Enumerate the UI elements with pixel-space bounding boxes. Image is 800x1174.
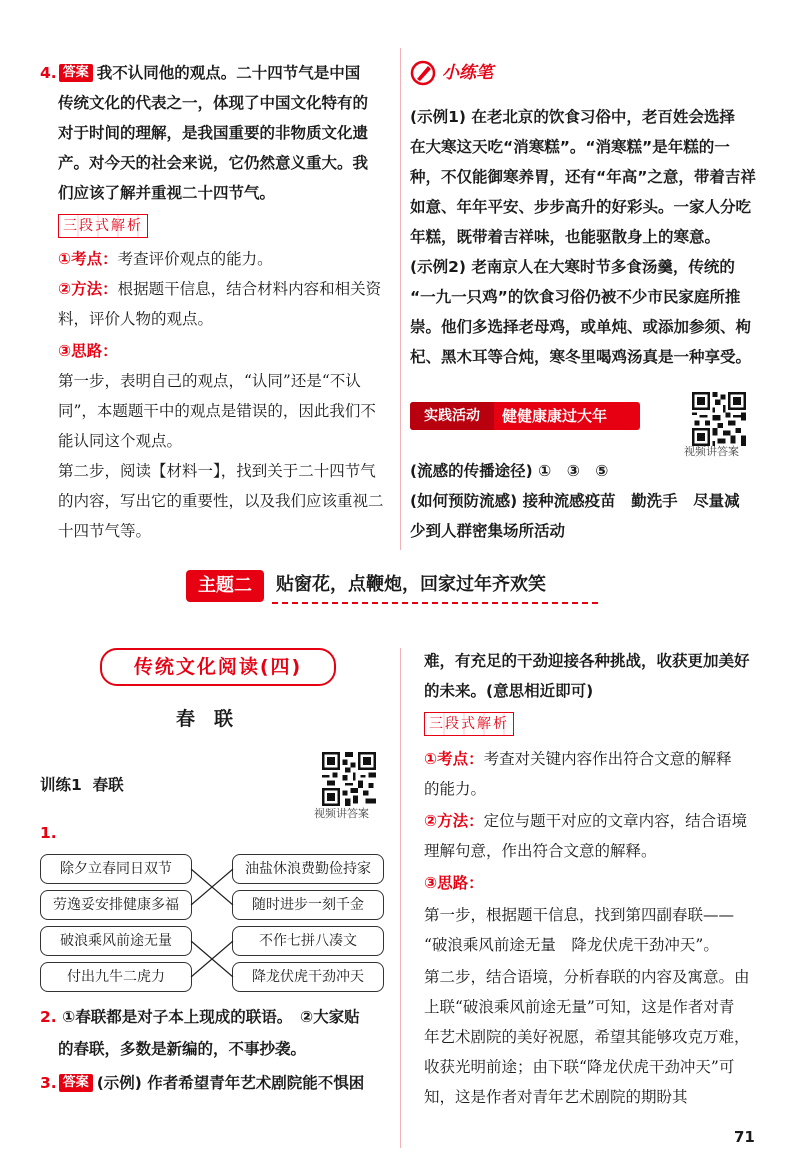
qr-code-icon-bottom[interactable]	[322, 752, 376, 806]
training-label: 训练1	[40, 776, 82, 794]
match-left-0: 除夕立春同日双节	[40, 854, 192, 884]
article-title: 春 联	[176, 708, 234, 730]
pen-icon	[410, 60, 438, 86]
example-line-5: (示例2) 老南京人在大寒时节多食汤羹，传统的	[410, 258, 735, 276]
theme-tag: 主题二	[186, 570, 264, 602]
silu-line-2: 能认同这个观点。	[58, 432, 183, 450]
answer-tag-q3: 答案	[59, 1074, 93, 1092]
fangfa-label: ②方法：	[58, 280, 118, 298]
silu-bottom-line-5: 收获光明前途；由下联“降龙伏虎干劲冲天”可	[424, 1058, 735, 1076]
answer-tag: 答案	[59, 64, 93, 82]
fangfa-line-1: 料，评价人物的观点。	[58, 310, 214, 328]
answer-line-0: (流感的传播途径) ① ③ ⑤	[410, 462, 609, 480]
match-left-2: 破浪乘风前途无量	[40, 926, 192, 956]
example-line-4: 年糕，既带着吉祥味，也能驱散身上的寒意。	[410, 228, 721, 246]
theme-title: 贴窗花，点鞭炮，回家过年齐欢笑	[276, 574, 546, 595]
kaodian-label: ①考点：	[58, 250, 118, 268]
analysis-header-bottom: 三段式解析	[424, 712, 514, 736]
qr-code-icon[interactable]	[692, 392, 746, 446]
example-line-1: 在大寒这天吃“消寒糕”。“消寒糕”是年糕的一	[410, 138, 730, 156]
training-name: 春联	[92, 776, 124, 794]
video-answer-label-bottom: 视频讲答案	[314, 807, 369, 820]
theme-banner	[186, 570, 606, 604]
fangfa-label-bottom: ②方法：	[424, 812, 484, 830]
example-line-7: 崇。他们多选择老母鸡，或单炖、或添加参须、枸	[410, 318, 752, 336]
match-right-1: 随时进步一刻千金	[232, 890, 384, 920]
theme-underline	[272, 602, 602, 604]
cont-line-0: 难，有充足的干劲迎接各种挑战，收获更加美好	[424, 652, 750, 670]
match-right-2: 不作七拼八凑文	[232, 926, 384, 956]
match-left-3: 付出九牛二虎力	[40, 962, 192, 992]
kaodian-line-bottom-1: 的能力。	[424, 780, 487, 798]
training-line	[40, 770, 124, 800]
activity-banner	[410, 402, 640, 430]
column-divider-bottom	[400, 648, 401, 1148]
cont-line-1: 的未来。(意思相近即可)	[424, 682, 594, 700]
activity-title: 健健康康过大年	[502, 407, 608, 425]
silu-bottom-line-1: “破浪乘风前途无量 降龙伏虎干劲冲天”。	[424, 936, 719, 954]
section-title: 传统文化阅读(四)	[100, 648, 336, 686]
example-line-6: “一九一只鸡”的饮食习俗仍被不少市民家庭所推	[410, 288, 741, 306]
silu-line-1: 同”，本题题干中的观点是错误的，因此我们不	[58, 402, 376, 420]
silu-line-0: 第一步，表明自己的观点，“认同”还是“不认	[58, 372, 361, 390]
example-line-0: (示例1) 在老北京的饮食习俗中，老百姓会选择	[410, 108, 735, 126]
fangfa-line-bottom-1: 理解句意，作出符合文意的解释。	[424, 842, 657, 860]
match-right-3: 降龙伏虎干劲冲天	[232, 962, 384, 992]
fangfa-line-0: ②方法：根据题干信息，结合材料内容和相关资	[58, 280, 382, 298]
analysis-header: 三段式解析	[58, 214, 148, 238]
silu-bottom-line-4: 年艺术剧院的美好祝愿，希望其能够攻克万难，	[424, 1028, 750, 1046]
q2-number: 2.	[40, 1008, 57, 1026]
silu-label-bottom: ③思路：	[424, 874, 484, 892]
q4-line-4: 们应该了解并重视二十四节气。	[58, 184, 276, 202]
answer-line-2: 少到人群密集场所活动	[410, 522, 566, 540]
matching-lines	[190, 854, 234, 994]
q4-number: 4.	[40, 64, 57, 82]
kaodian-line-bottom-0: ①考点：考查对关键内容作出符合文意的解释	[424, 750, 732, 768]
kaodian-line: ①考点：考查评价观点的能力。	[58, 250, 273, 268]
xiaolianbi-title: 小练笔	[442, 63, 493, 83]
silu-bottom-line-3: 上联“破浪乘风前途无量”可知，这是作者对青	[424, 998, 735, 1016]
q2-line-0: 2. ①春联都是对子本上现成的联语。 ②大家贴	[40, 1008, 360, 1026]
silu-bottom-line-0: 第一步，根据题干信息，找到第四副春联——	[424, 906, 735, 924]
silu-bottom-line-6: 知，这是作者对青年艺术剧院的期盼其	[424, 1088, 688, 1106]
video-answer-label-top: 视频讲答案	[684, 445, 739, 458]
example-line-8: 杞、黑木耳等合炖，寒冬里喝鸡汤真是一种享受。	[410, 348, 752, 366]
silu-line-3: 第二步，阅读【材料一】，找到关于二十四节气	[58, 462, 376, 480]
example-line-3: 如意、年年平安、步步高升的好彩头。一家人分吃	[410, 198, 752, 216]
silu-line-4: 的内容，写出它的重要性，以及我们应该重视二	[58, 492, 384, 510]
q4-line-3: 产。对今天的社会来说，它仍然意义重大。我	[58, 154, 369, 172]
fangfa-line-bottom-0: ②方法：定位与题干对应的文章内容，结合语境	[424, 812, 748, 830]
q1-number: 1.	[40, 824, 57, 842]
silu-line-5: 十四节气等。	[58, 522, 152, 540]
q3-number: 3.	[40, 1074, 57, 1092]
kaodian-label-bottom: ①考点：	[424, 750, 484, 768]
column-divider-top	[400, 48, 401, 550]
q2-line-1: 的春联，多数是新编的，不事抄袭。	[58, 1040, 307, 1058]
q4-line-0: 4. 答案 我不认同他的观点。二十四节气是中国	[40, 64, 361, 82]
activity-tag: 实践活动	[410, 402, 494, 430]
match-left-1: 劳逸妥安排健康多福	[40, 890, 192, 920]
example-line-2: 种，不仅能御寒养胃，还有“年高”之意，带着吉祥	[410, 168, 756, 186]
silu-bottom-line-2: 第二步，结合语境，分析春联的内容及寓意。由	[424, 968, 750, 986]
page-number: 71	[734, 1128, 755, 1146]
answer-line-1: (如何预防流感) 接种流感疫苗 勤洗手 尽量减	[410, 492, 740, 510]
q4-line-2: 对于时间的理解，是我国重要的非物质文化遗	[58, 124, 369, 142]
match-right-0: 油盐休浪费勤俭持家	[232, 854, 384, 884]
q4-line-1: 传统文化的代表之一，体现了中国文化特有的	[58, 94, 369, 112]
q3-line: 3. 答案 (示例) 作者希望青年艺术剧院能不惧困	[40, 1074, 365, 1092]
silu-label: ③思路：	[58, 342, 118, 360]
